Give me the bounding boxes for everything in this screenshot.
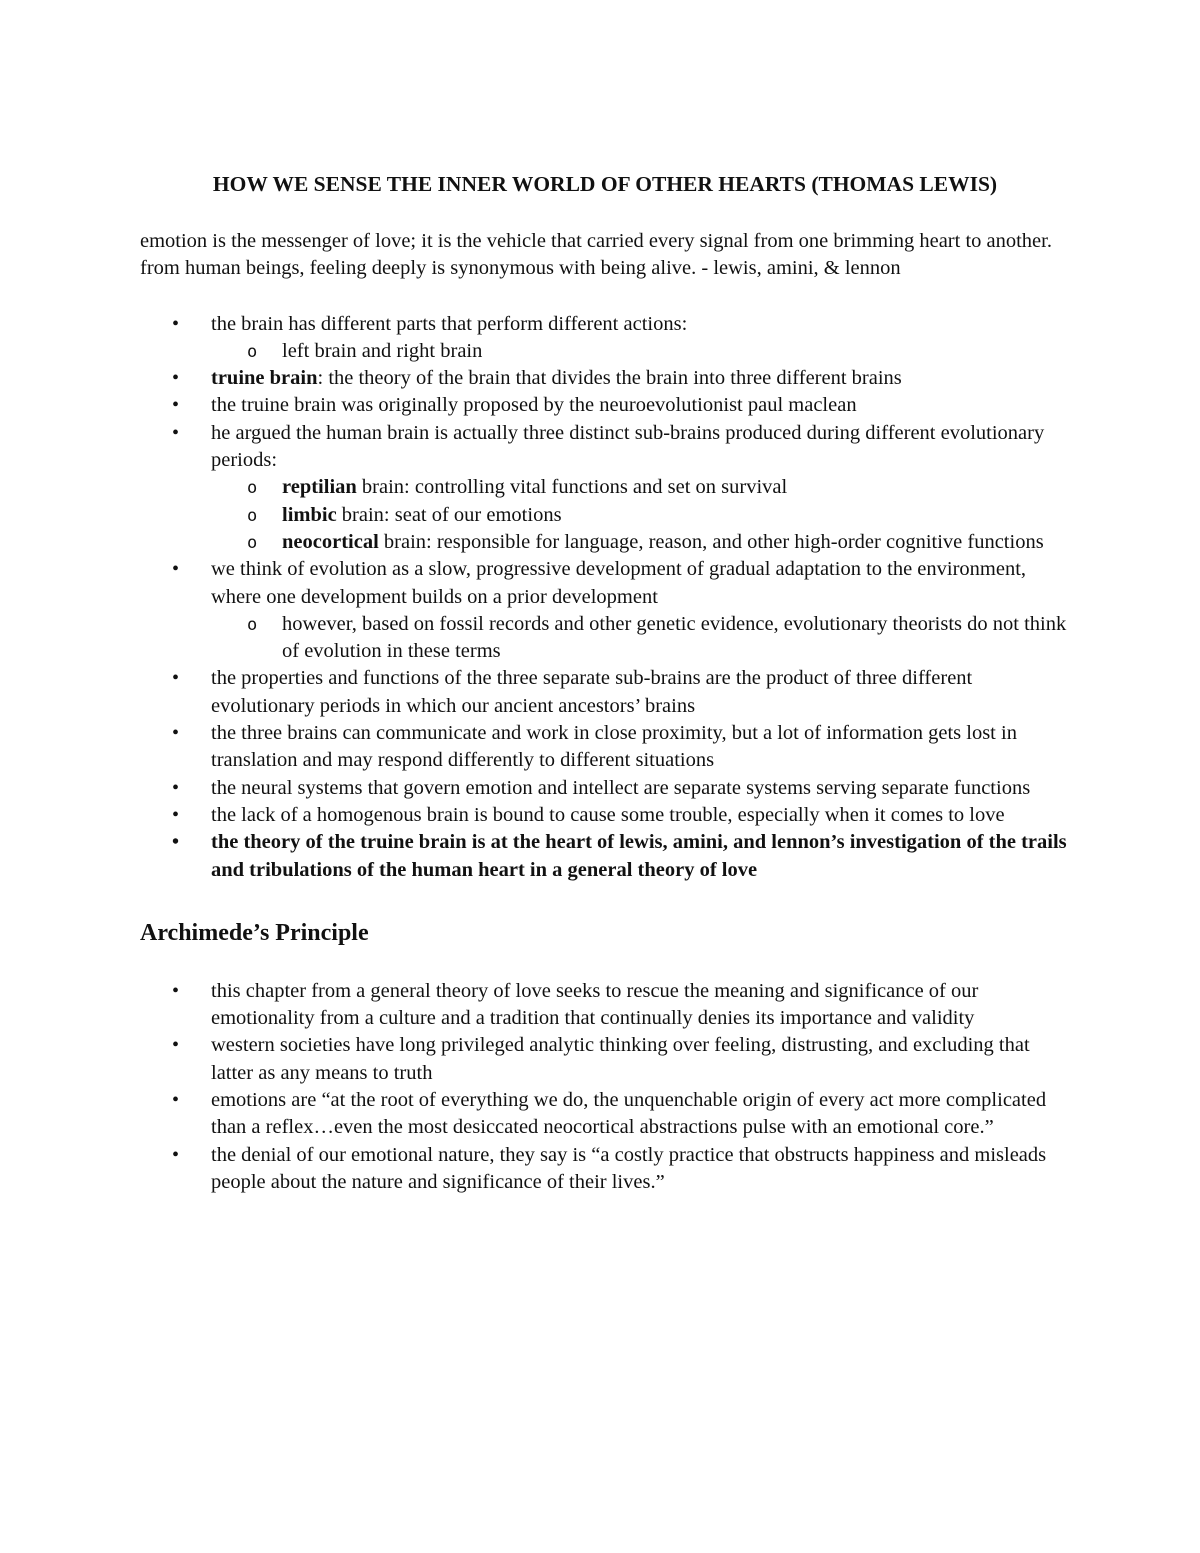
brain-bullet-list: [140, 311, 1070, 884]
list-item-text: the denial of our emotional nature, they say is “a costly practice that obstructs happiness and misleads people about the nature and significance of their lives.”: [211, 1143, 1047, 1193]
list-item: [140, 420, 1070, 556]
list-item: [140, 802, 1070, 829]
list-item: [140, 392, 1070, 419]
list-item-text: the lack of a homogenous brain is bound to cause some trouble, especially when it comes to love: [211, 803, 1005, 826]
list-item-text: we think of evolution as a slow, progressive development of gradual adaptation to the environment, where one development builds on a prior development: [211, 558, 1027, 608]
sub-list-item: [211, 611, 1070, 666]
list-item: [140, 775, 1070, 802]
list-item-text: the theory of the truine brain is at the heart of lewis, amini, and lennon’s investigation of the trails and tribulations of the human heart in a general theory of love: [211, 831, 1067, 881]
list-item: [140, 311, 1070, 366]
list-item-text: he argued the human brain is actually three distinct sub-brains produced during different evolutionary periods:: [211, 421, 1045, 472]
list-item-text: emotions are “at the root of everything we do, the unquenchable origin of every act more complicated than a reflex…even the most desiccated neocortical abstractions pulse with an emotional core.”: [211, 1089, 1047, 1139]
bold-term: limbic: [282, 503, 337, 526]
list-item-text: the properties and functions of the three separate sub-brains are the product of three different evolutionary periods in which our ancient ancestors’ brains: [211, 667, 973, 717]
sub-list-item-text: brain: controlling vital functions and set on survival: [356, 476, 788, 499]
sub-list-item: [211, 474, 1070, 501]
list-item-text: the three brains can communicate and work in close proximity, but a lot of information gets lost in translation and may respond differently to different situations: [211, 722, 1017, 772]
bold-term: reptilian: [282, 476, 357, 499]
sub-list-item: [211, 502, 1070, 529]
sub-list: [211, 474, 1070, 556]
list-item-text: the truine brain was originally proposed by the neuroevolutionist paul maclean: [211, 394, 857, 417]
list-item: [140, 365, 1070, 392]
bold-term: truine brain: [211, 367, 318, 390]
sub-list-item-text: left brain and right brain: [282, 339, 483, 362]
sub-list-item-text: however, based on fossil records and other genetic evidence, evolutionary theorists do not think of evolution in these terms: [282, 612, 1067, 663]
sub-list-item-text: brain: responsible for language, reason, and other high-order cognitive functions: [378, 530, 1044, 553]
list-item: [140, 556, 1070, 665]
sub-list-item: [211, 529, 1070, 556]
list-item-text: the neural systems that govern emotion and intellect are separate systems serving separate functions: [211, 776, 1031, 799]
document-page: [140, 170, 1070, 1196]
list-item: [140, 1032, 1070, 1087]
list-item-bold: [140, 829, 1070, 884]
sub-list: [211, 611, 1070, 666]
sub-list: [211, 338, 1070, 365]
sub-list-item: [211, 338, 1070, 365]
archimede-bullet-list: [140, 978, 1070, 1196]
intro-paragraph: emotion is the messenger of love; it is the vehicle that carried every signal from one brimming heart to another. from human beings, feeling deeply is synonymous with being alive. - lewis, amini, & lennon: [140, 230, 1052, 280]
section-heading: Archimede’s Principle: [140, 919, 369, 946]
bold-term: neocortical: [282, 530, 379, 553]
list-item: [140, 1087, 1070, 1142]
list-item-text: : the theory of the brain that divides the brain into three different brains: [317, 367, 902, 390]
list-item: [140, 665, 1070, 720]
list-item-text: western societies have long privileged analytic thinking over feeling, distrusting, and excluding that latter as any means to truth: [211, 1034, 1030, 1084]
list-item-text: the brain has different parts that perform different actions:: [211, 312, 688, 335]
document-title: HOW WE SENSE THE INNER WORLD OF OTHER HEARTS (THOMAS LEWIS): [212, 172, 998, 196]
sub-list-item-text: brain: seat of our emotions: [336, 503, 562, 526]
list-item-text: this chapter from a general theory of love seeks to rescue the meaning and significance of our emotionality from a culture and a tradition that continually denies its importance and validity: [211, 979, 979, 1030]
list-item: [140, 978, 1070, 1033]
list-item: [140, 1142, 1070, 1197]
list-item: [140, 720, 1070, 775]
